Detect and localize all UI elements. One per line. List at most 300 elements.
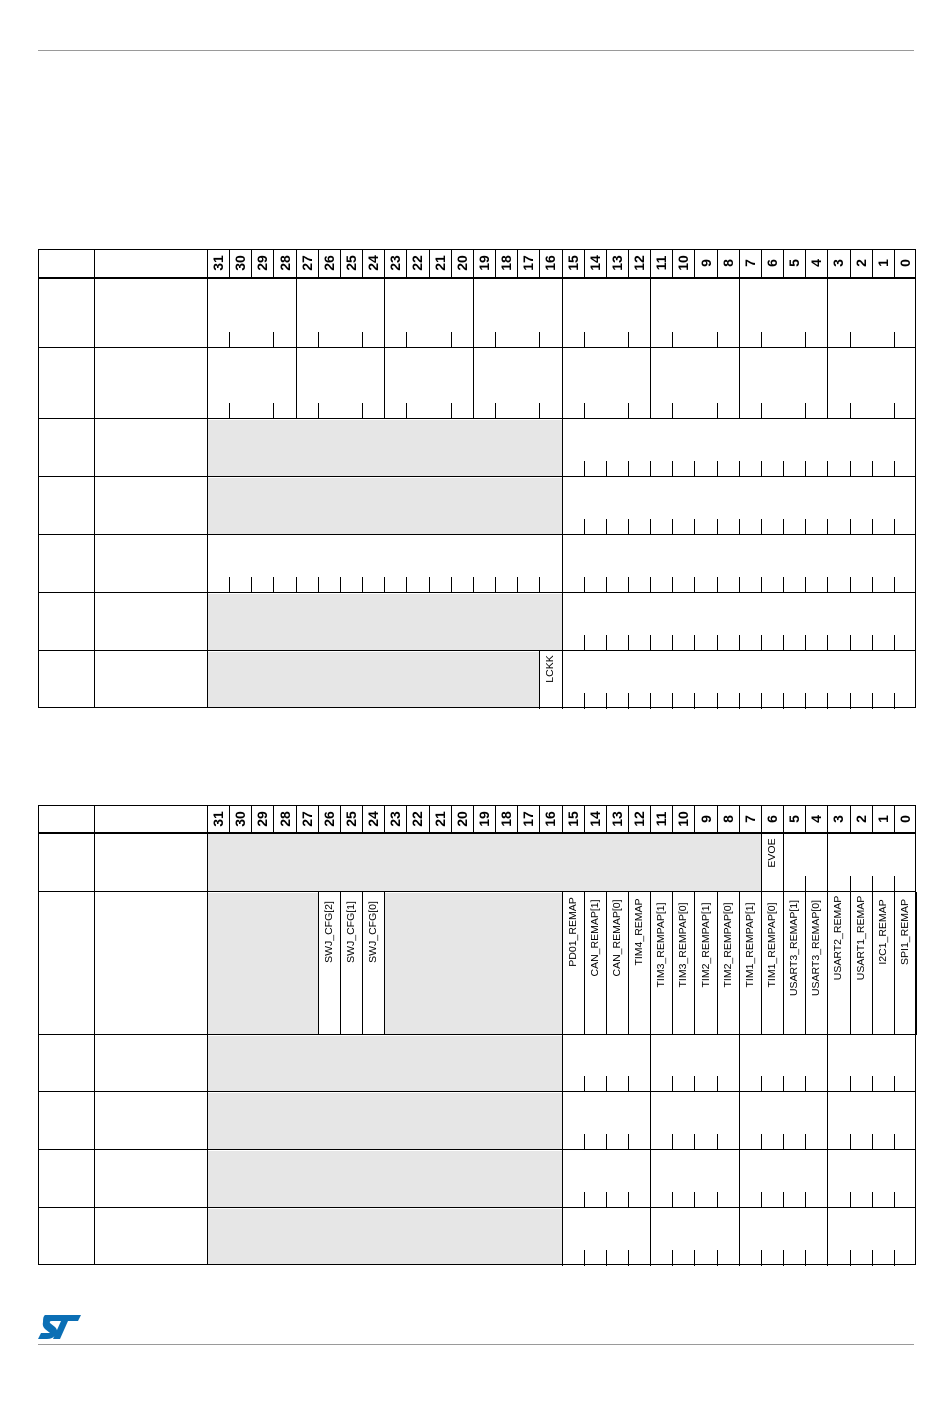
bit-tick: [229, 577, 230, 593]
field-border: [739, 348, 740, 419]
bit-separator: [539, 249, 540, 277]
bit-number: 6: [763, 259, 780, 267]
bit-tick: [584, 332, 585, 348]
bit-separator: [739, 805, 740, 832]
bit-separator: [894, 805, 895, 832]
field-border: [827, 1150, 828, 1208]
bit-tick: [229, 403, 230, 419]
field-border: [650, 1092, 651, 1150]
bit-number: 9: [697, 814, 714, 823]
table-right-border: [915, 249, 916, 708]
field-border: [562, 348, 563, 419]
field-label: USART2_REMAP: [832, 896, 845, 981]
field-border: [562, 535, 563, 593]
bit-tick: [827, 635, 828, 651]
table-bottom-border: [38, 707, 916, 708]
bit-tick: [606, 519, 607, 535]
bit-separator: [694, 805, 695, 832]
bit-tick: [517, 577, 518, 593]
bit-tick: [584, 461, 585, 477]
name-col-border: [207, 805, 208, 1265]
bit-number: 2: [852, 259, 869, 267]
field-label: PD01_REMAP: [566, 897, 579, 967]
table-left-border: [38, 249, 39, 708]
field-label: CAN_REMAP[0]: [610, 899, 623, 977]
st-logo-icon: [38, 1314, 82, 1340]
bit-separator: [650, 249, 651, 277]
bit-separator: [473, 249, 474, 277]
bit-tick: [783, 577, 784, 593]
field-border: [739, 1035, 740, 1092]
bit-tick: [672, 635, 673, 651]
reserved-field: [208, 1093, 562, 1149]
field-border: [296, 348, 297, 419]
bit-tick: [761, 332, 762, 348]
field-border: [296, 278, 297, 348]
bit-tick: [362, 332, 363, 348]
bit-number: 6: [763, 814, 780, 823]
reserved-field: [208, 1151, 562, 1207]
bit-tick: [894, 1192, 895, 1208]
bit-tick: [340, 577, 341, 593]
field-border: [872, 892, 873, 1035]
table-left-border: [38, 805, 39, 1265]
bit-tick: [761, 403, 762, 419]
bit-tick: [406, 403, 407, 419]
bit-separator: [362, 805, 363, 832]
bit-tick: [628, 519, 629, 535]
bit-tick: [872, 461, 873, 477]
bit-tick: [672, 1076, 673, 1092]
bit-number: 12: [631, 255, 648, 271]
bit-tick: [850, 1134, 851, 1150]
bit-separator: [229, 805, 230, 832]
bit-separator: [517, 805, 518, 832]
bit-number: 5: [786, 814, 803, 823]
bit-tick: [318, 577, 319, 593]
bit-tick: [717, 635, 718, 651]
field-border: [384, 348, 385, 419]
row-border: [38, 534, 916, 535]
bit-tick: [273, 403, 274, 419]
bit-number: 22: [409, 255, 426, 271]
bit-separator: [406, 805, 407, 832]
bit-tick: [717, 1134, 718, 1150]
bit-tick: [606, 1134, 607, 1150]
bit-tick: [672, 1134, 673, 1150]
field-border: [805, 892, 806, 1035]
bit-separator: [761, 249, 762, 277]
bit-tick: [628, 461, 629, 477]
bit-tick: [761, 635, 762, 651]
bit-separator: [850, 805, 851, 832]
bit-tick: [273, 577, 274, 593]
bit-tick: [739, 577, 740, 593]
field-border: [739, 1208, 740, 1266]
bit-number: 31: [210, 255, 227, 271]
bit-number: 30: [232, 255, 249, 271]
bit-tick: [850, 876, 851, 892]
bit-tick: [894, 577, 895, 593]
bit-tick: [473, 577, 474, 593]
field-border: [827, 278, 828, 348]
field-border: [650, 1208, 651, 1266]
bit-separator: [783, 805, 784, 832]
bit-number: 16: [542, 810, 559, 827]
bit-separator: [296, 805, 297, 832]
bit-tick: [894, 461, 895, 477]
bit-tick: [451, 332, 452, 348]
bit-tick: [805, 519, 806, 535]
bit-separator: [584, 249, 585, 277]
register-map-table-afio: [38, 805, 916, 1265]
field-label: TIM2_REMPAP[0]: [721, 902, 734, 988]
bit-tick: [694, 519, 695, 535]
bit-tick: [628, 1076, 629, 1092]
bit-separator: [562, 249, 563, 277]
bit-separator: [340, 805, 341, 832]
bit-number: 18: [498, 810, 515, 827]
field-border: [384, 892, 385, 1035]
field-label: TIM1_REMPAP[1]: [743, 902, 756, 988]
bit-separator: [384, 249, 385, 277]
bit-separator: [672, 805, 673, 832]
bit-tick: [628, 1192, 629, 1208]
bit-separator: [318, 805, 319, 832]
field-border: [562, 651, 563, 709]
bit-tick: [694, 1134, 695, 1150]
bit-tick: [451, 403, 452, 419]
bit-number: 29: [254, 810, 271, 827]
bit-separator: [783, 249, 784, 277]
field-border: [650, 348, 651, 419]
bit-number: 8: [719, 259, 736, 267]
bit-tick: [584, 1192, 585, 1208]
bit-tick: [672, 461, 673, 477]
bit-tick: [805, 461, 806, 477]
bit-tick: [894, 1076, 895, 1092]
bit-tick: [717, 403, 718, 419]
bit-number: 21: [431, 810, 448, 827]
field-border: [827, 348, 828, 419]
bit-tick: [694, 635, 695, 651]
bit-tick: [872, 876, 873, 892]
bit-tick: [495, 332, 496, 348]
field-border: [717, 892, 718, 1035]
bit-tick: [761, 577, 762, 593]
bit-tick: [739, 635, 740, 651]
bit-tick: [606, 461, 607, 477]
bit-separator: [451, 805, 452, 832]
table-top-border: [38, 249, 916, 250]
field-label: TIM3_REMPAP[0]: [677, 902, 690, 988]
bit-number: 16: [542, 255, 559, 271]
bit-tick: [650, 635, 651, 651]
reserved-field: [208, 834, 761, 891]
field-border: [783, 892, 784, 1035]
bit-tick: [783, 519, 784, 535]
bit-separator: [894, 249, 895, 277]
row-border: [38, 476, 916, 477]
bit-tick: [539, 403, 540, 419]
bit-tick: [783, 1192, 784, 1208]
bit-tick: [805, 403, 806, 419]
bit-separator: [872, 249, 873, 277]
reserved-field: [208, 420, 562, 476]
bit-tick: [761, 1192, 762, 1208]
field-label: I2C1_REMAP: [876, 899, 889, 965]
field-border: [916, 892, 917, 1035]
bit-tick: [584, 403, 585, 419]
bit-separator: [273, 249, 274, 277]
bit-number: 19: [475, 255, 492, 271]
bit-tick: [495, 577, 496, 593]
bit-tick: [894, 1134, 895, 1150]
bit-separator: [827, 249, 828, 277]
bit-tick: [761, 1134, 762, 1150]
bit-number: 19: [475, 810, 492, 827]
bit-tick: [584, 635, 585, 651]
bit-separator: [761, 805, 762, 832]
bit-number: 14: [586, 810, 603, 827]
field-border: [628, 892, 629, 1035]
bit-number: 10: [675, 255, 692, 271]
bit-separator: [850, 249, 851, 277]
bit-tick: [429, 577, 430, 593]
bit-separator: [805, 805, 806, 832]
bit-tick: [584, 1134, 585, 1150]
field-border: [318, 892, 319, 1035]
bit-tick: [783, 635, 784, 651]
field-label: USART3_REMAP[1]: [787, 899, 800, 997]
bit-number: 10: [675, 810, 692, 827]
field-border: [650, 1150, 651, 1208]
row-border: [38, 891, 916, 892]
field-label: TIM3_REMPAP[1]: [654, 902, 667, 988]
field-label: CAN_REMAP[1]: [588, 899, 601, 977]
bottom-rule: [38, 1344, 914, 1345]
bit-separator: [739, 249, 740, 277]
bit-number: 29: [254, 255, 271, 271]
bit-number: 7: [741, 814, 758, 823]
bit-tick: [827, 519, 828, 535]
bit-tick: [628, 1134, 629, 1150]
offset-col-border: [94, 249, 95, 708]
bit-tick: [650, 577, 651, 593]
bit-separator: [650, 805, 651, 832]
bit-number: 25: [343, 810, 360, 827]
field-border: [650, 278, 651, 348]
field-border: [562, 477, 563, 535]
bit-number: 2: [852, 814, 869, 823]
bit-tick: [694, 461, 695, 477]
field-border: [827, 892, 828, 1035]
field-border: [562, 419, 563, 477]
bit-tick: [872, 635, 873, 651]
field-label-lckk: LCKK: [544, 655, 557, 683]
bit-number: 24: [365, 255, 382, 271]
bit-tick: [717, 1192, 718, 1208]
row-border: [38, 418, 916, 419]
bit-tick: [850, 332, 851, 348]
bit-separator: [451, 249, 452, 277]
table-bottom-border: [38, 1264, 916, 1265]
bit-number: 20: [453, 810, 470, 827]
bit-tick: [318, 332, 319, 348]
bit-separator: [562, 805, 563, 832]
bit-separator: [318, 249, 319, 277]
field-border: [562, 1208, 563, 1266]
bit-tick: [539, 577, 540, 593]
bit-tick: [384, 577, 385, 593]
field-border: [340, 892, 341, 1035]
field-border: [562, 278, 563, 348]
bit-tick: [672, 577, 673, 593]
bit-number: 8: [719, 814, 736, 823]
table-top-border: [38, 805, 916, 806]
bit-tick: [628, 403, 629, 419]
field-border: [562, 1092, 563, 1150]
bit-number: 11: [653, 811, 670, 826]
bit-tick: [717, 577, 718, 593]
bit-tick: [805, 1076, 806, 1092]
reserved-field: [208, 594, 562, 650]
bit-tick: [739, 519, 740, 535]
bit-separator: [517, 249, 518, 277]
bit-number: 24: [365, 810, 382, 827]
field-border: [384, 278, 385, 348]
register-map-table-gpio: [38, 249, 916, 708]
bit-tick: [894, 635, 895, 651]
field-border: [761, 892, 762, 1035]
row-border: [38, 1091, 916, 1092]
bit-tick: [872, 1192, 873, 1208]
bit-separator: [606, 249, 607, 277]
bit-number: 21: [431, 255, 448, 271]
bit-tick: [318, 403, 319, 419]
bit-number: 25: [343, 255, 360, 271]
bit-tick: [672, 403, 673, 419]
bit-separator: [694, 249, 695, 277]
bit-separator: [872, 805, 873, 832]
bit-tick: [717, 461, 718, 477]
bit-number: 5: [786, 259, 803, 267]
bit-separator: [827, 805, 828, 832]
bit-tick: [872, 577, 873, 593]
bit-tick: [783, 461, 784, 477]
field-border: [473, 278, 474, 348]
bit-separator: [495, 805, 496, 832]
bit-number: 15: [564, 255, 581, 271]
bit-tick: [872, 519, 873, 535]
bit-tick: [273, 332, 274, 348]
field-border: [562, 593, 563, 651]
st-logo-shape: [38, 1315, 81, 1339]
bit-tick: [694, 1076, 695, 1092]
field-border: [739, 1092, 740, 1150]
row-border: [38, 347, 916, 348]
bit-tick: [850, 1076, 851, 1092]
bit-tick: [495, 403, 496, 419]
bit-separator: [229, 249, 230, 277]
bit-separator: [628, 805, 629, 832]
bit-tick: [894, 519, 895, 535]
field-label: USART3_REMAP[0]: [810, 899, 823, 997]
bit-tick: [805, 577, 806, 593]
top-rule: [38, 50, 914, 51]
bit-separator: [340, 249, 341, 277]
field-label: TIM1_REMPAP[0]: [765, 902, 778, 988]
row-border: [38, 650, 916, 651]
bit-tick: [783, 1134, 784, 1150]
bit-number: 26: [320, 255, 337, 271]
bit-number: 4: [808, 259, 825, 267]
field-border: [562, 892, 563, 1035]
field-border: [672, 892, 673, 1035]
header-bottom-border: [38, 277, 916, 279]
bit-tick: [672, 1192, 673, 1208]
field-border: [739, 892, 740, 1035]
bit-tick: [650, 461, 651, 477]
field-label: USART1_REMAP: [854, 896, 867, 981]
bit-separator: [429, 249, 430, 277]
bit-tick: [628, 332, 629, 348]
bit-tick: [606, 577, 607, 593]
bit-number: 0: [896, 814, 913, 823]
bit-number: 3: [830, 814, 847, 823]
field-label-evoe: EVOE: [765, 838, 778, 868]
bit-separator: [495, 249, 496, 277]
bit-tick: [584, 577, 585, 593]
bit-number: 1: [874, 259, 891, 267]
bit-number: 18: [498, 255, 515, 271]
bit-tick: [362, 403, 363, 419]
reserved-field: [208, 1036, 562, 1091]
bit-tick: [628, 635, 629, 651]
field-label: SWJ_CFG[2]: [322, 901, 335, 963]
row-border: [38, 1034, 916, 1035]
bit-tick: [296, 577, 297, 593]
bit-tick: [805, 876, 806, 892]
bit-tick: [894, 403, 895, 419]
bit-tick: [584, 519, 585, 535]
bit-separator: [584, 805, 585, 832]
field-border: [761, 833, 762, 892]
field-label: SWJ_CFG[1]: [344, 901, 357, 963]
bit-tick: [251, 577, 252, 593]
bit-tick: [406, 577, 407, 593]
bit-tick: [628, 577, 629, 593]
bit-separator: [805, 249, 806, 277]
field-border: [562, 1150, 563, 1208]
bit-number: 23: [387, 810, 404, 827]
field-label: TIM4_REMAP: [632, 898, 645, 966]
bit-tick: [606, 1192, 607, 1208]
field-border: [562, 1035, 563, 1092]
bit-number: 31: [210, 810, 227, 827]
row-border: [38, 592, 916, 593]
bit-separator: [406, 249, 407, 277]
bit-tick: [650, 519, 651, 535]
bit-tick: [827, 461, 828, 477]
bit-separator: [384, 805, 385, 832]
bit-number: 4: [808, 814, 825, 823]
field-border: [827, 1208, 828, 1266]
bit-number: 9: [697, 259, 714, 267]
field-border: [584, 892, 585, 1035]
bit-tick: [894, 876, 895, 892]
bit-tick: [805, 1134, 806, 1150]
